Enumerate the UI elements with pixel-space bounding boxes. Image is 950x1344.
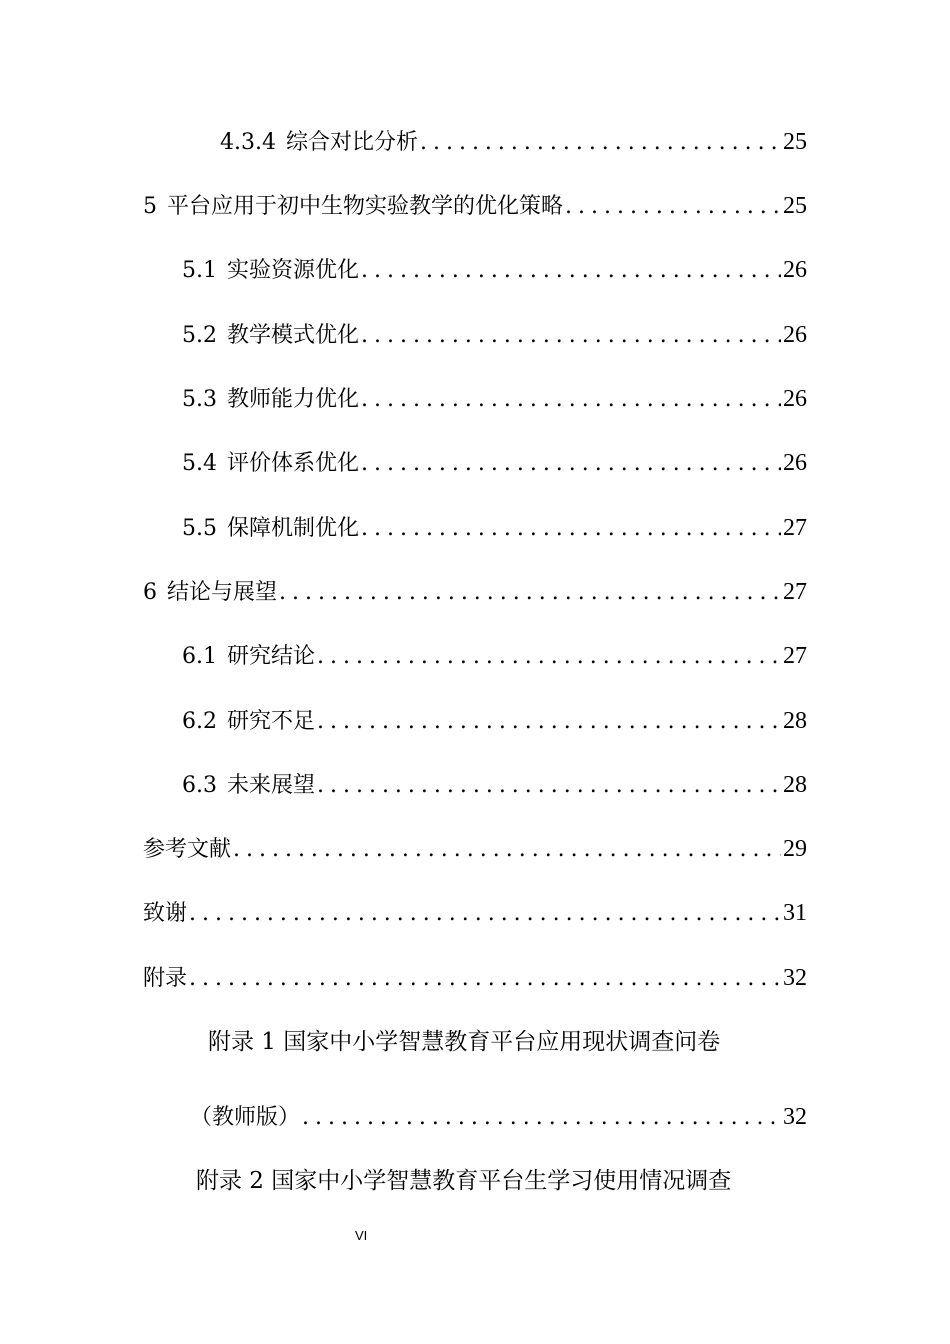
toc-leader-dots — [317, 637, 781, 677]
toc-entry-appendix-1[interactable] — [190, 1097, 807, 1137]
toc-entry[interactable] — [182, 250, 807, 290]
toc-leader-dots — [361, 509, 781, 549]
toc-leader-dots — [420, 123, 781, 163]
toc-entry-number: 5.2 — [182, 323, 217, 348]
toc-entry[interactable] — [143, 958, 807, 998]
toc-entry-page: 25 — [783, 193, 807, 219]
toc-entry-title: 评价体系优化 — [227, 451, 360, 476]
toc-entry-title: 结论与展望 — [167, 580, 278, 605]
toc-entry-page: 26 — [783, 386, 807, 412]
toc-entry-number: 6 — [143, 580, 157, 605]
toc-entry-page: 27 — [783, 643, 807, 669]
toc-entry[interactable] — [143, 572, 807, 612]
toc-entry[interactable] — [143, 829, 807, 869]
toc-entry-page: 29 — [783, 836, 807, 862]
toc-entry-title: 未来展望 — [227, 773, 316, 798]
toc-entry-page: 27 — [783, 515, 807, 541]
toc-entry-page: 25 — [783, 129, 807, 155]
toc-entry-title: 研究结论 — [227, 644, 316, 669]
toc-entry-page: 26 — [783, 322, 807, 348]
toc-entry-page: 28 — [783, 772, 807, 798]
toc-leader-dots — [565, 187, 781, 227]
toc-entry[interactable] — [143, 186, 807, 226]
toc-leader-dots — [361, 251, 781, 291]
toc-leader-dots — [317, 702, 781, 742]
toc-entry-number: 5.5 — [182, 516, 217, 541]
toc-entry-title: 实验资源优化 — [227, 258, 360, 283]
toc-entry[interactable] — [182, 701, 807, 741]
toc-entry-title: 教师能力优化 — [227, 387, 360, 412]
toc-entry-number: 5.3 — [182, 387, 217, 412]
toc-entry-title: 研究不足 — [227, 709, 316, 734]
appendix-2-title[interactable]: 附录 2 国家中小学智慧教育平台生学习使用情况调查 — [196, 1168, 732, 1194]
toc-entry[interactable] — [182, 636, 807, 676]
toc-entry[interactable] — [143, 893, 807, 933]
toc-entry-number: 6.2 — [182, 709, 217, 734]
toc-entry[interactable] — [182, 765, 807, 805]
toc-entry-page: 27 — [783, 579, 807, 605]
toc-entry[interactable] — [182, 315, 807, 355]
toc-entry-number: 5.4 — [182, 451, 217, 476]
toc-leader-dots — [361, 380, 781, 420]
toc-leader-dots — [361, 444, 781, 484]
toc-entry-page: 32 — [783, 1104, 807, 1130]
toc-entry-number: 5.1 — [182, 258, 217, 283]
toc-leader-dots — [361, 316, 781, 356]
toc-entry-title: 教学模式优化 — [227, 323, 360, 348]
toc-entry[interactable] — [182, 508, 807, 548]
toc-entry-title: 致谢 — [143, 901, 188, 926]
toc-entry-page: 26 — [783, 257, 807, 283]
toc-entry-title: 参考文献 — [143, 837, 232, 862]
toc-entry-number: 4.3.4 — [220, 130, 276, 155]
toc-entry-page: 31 — [783, 900, 807, 926]
toc-entry-page: 32 — [783, 965, 807, 991]
toc-entry-title: 附录 — [143, 966, 188, 991]
toc-entry[interactable] — [220, 122, 807, 162]
toc-leader-dots — [302, 1098, 781, 1138]
toc-entry-title: 综合对比分析 — [285, 130, 418, 155]
toc-leader-dots — [189, 894, 781, 934]
page-number: VI — [355, 1228, 368, 1243]
toc-entry-title: （教师版） — [190, 1105, 301, 1130]
toc-entry[interactable] — [182, 379, 807, 419]
toc-entry-page: 28 — [783, 708, 807, 734]
toc-entry-title: 平台应用于初中生物实验教学的优化策略 — [167, 194, 564, 219]
toc-entry[interactable] — [182, 443, 807, 483]
toc-leader-dots — [279, 573, 781, 613]
toc-leader-dots — [317, 766, 781, 806]
toc-leader-dots — [189, 959, 781, 999]
appendix-1-title[interactable]: 附录 1 国家中小学智慧教育平台应用现状调查问卷 — [208, 1029, 721, 1055]
toc-entry-title: 保障机制优化 — [227, 516, 360, 541]
toc-entry-number: 5 — [143, 194, 157, 219]
toc-entry-number: 6.1 — [182, 644, 217, 669]
toc-entry-page: 26 — [783, 450, 807, 476]
toc-entry-number: 6.3 — [182, 773, 217, 798]
toc-leader-dots — [233, 830, 781, 870]
